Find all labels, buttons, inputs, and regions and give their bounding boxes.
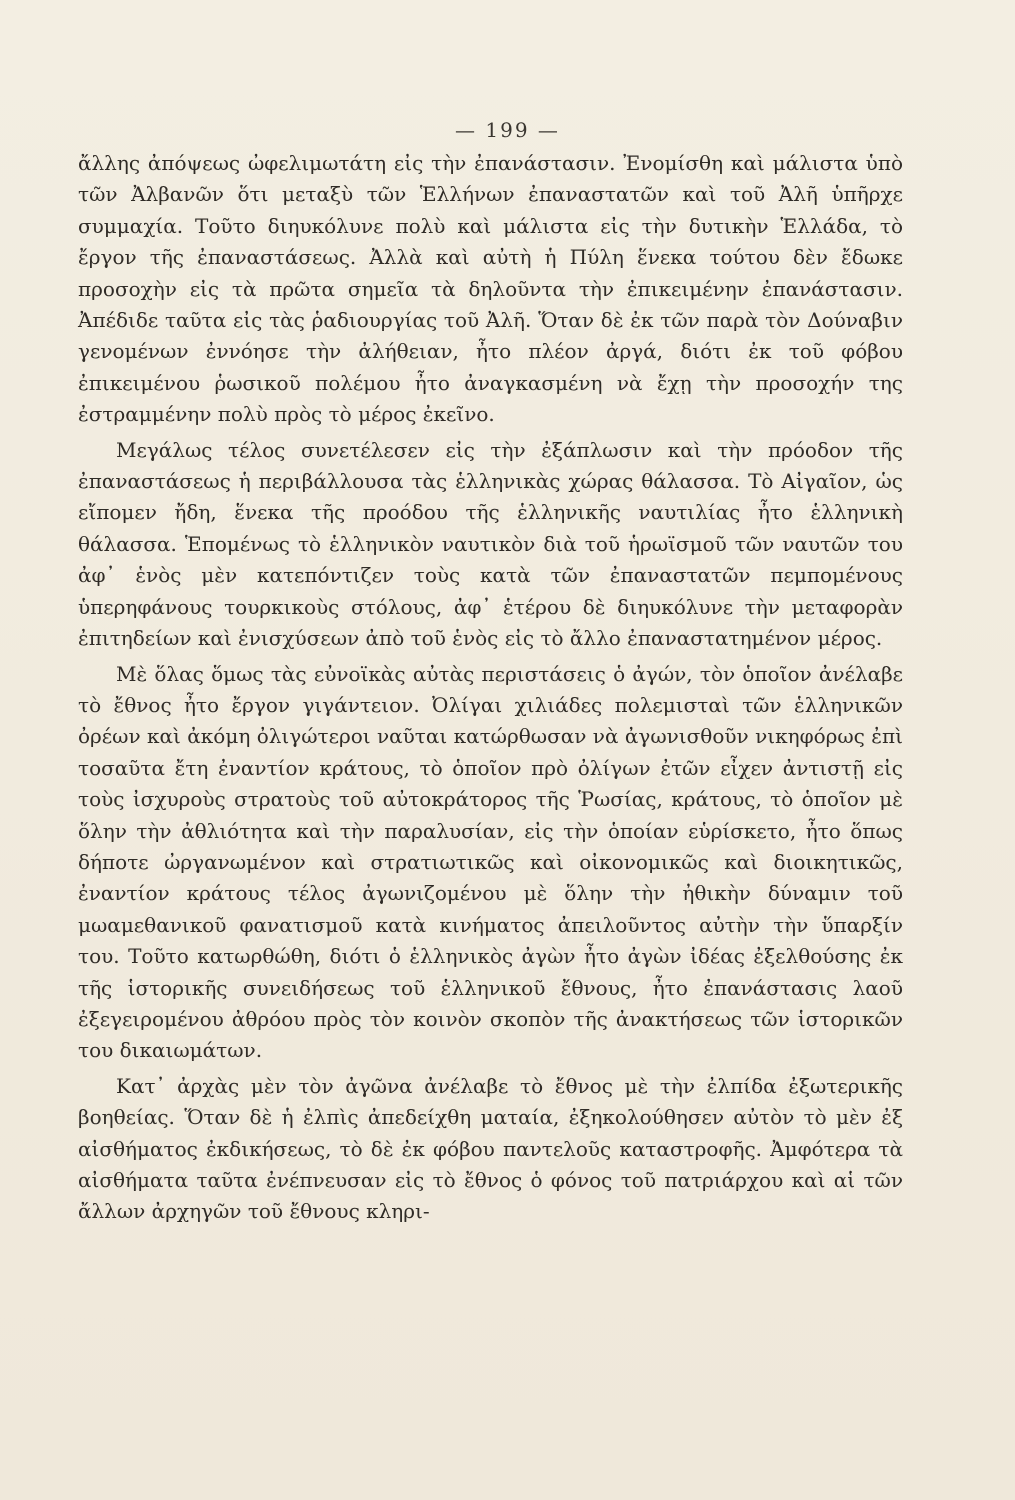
paragraph-4: Κατ᾽ ἀρχὰς μὲν τὸν ἀγῶνα ἀνέλαβε τὸ ἔθνος μὲ τὴν ἐλπίδα ἐξωτερικῆς βοηθείας. Ὅταν δὲ ἡ ἐλπὶς ἀπεδείχθη ματαία, ἐξηκολούθησεν αὐτὸν τὸ μὲν ἐξ αἰσθήματος ἐκδικήσεως, τὸ δὲ ἐκ φόβου παντελοῦς καταστροφῆς. Ἀμφότερα τὰ αἰσθήματα ταῦτα ἐνέπνευσαν εἰς τὸ ἔθνος ὁ φόνος τοῦ πατριάρχου καὶ αἱ τῶν ἄλλων ἀρχηγῶν τοῦ ἔθνους κληρι-: [78, 1073, 903, 1224]
body-text: [78, 148, 903, 1232]
paragraph-2: Μεγάλως τέλος συνετέλεσεν εἰς τὴν ἐξάπλωσιν καὶ τὴν πρόοδον τῆς ἐπαναστάσεως ἡ περιβάλλουσα τὰς ἑλληνικὰς χώρας θάλασσα. Τὸ Αἰγαῖον, ὡς εἴπομεν ἤδη, ἕνεκα τῆς προόδου τῆς ἑλληνικῆς ναυτιλίας ἦτο ἑλληνικὴ θάλασσα. Ἑπομένως τὸ ἑλληνικὸν ναυτικὸν διὰ τοῦ ἡρωϊσμοῦ τῶν ναυτῶν του ἀφ᾽ ἑνὸς μὲν κατεπόντιζεν τοὺς κατὰ τῶν ἐπαναστατῶν πεμπομένους ὑπερηφάνους τουρκικοὺς στόλους, ἀφ᾽ ἑτέρου δὲ διηυκόλυνε τὴν μεταφορὰν ἐπιτηδείων καὶ ἐνισχύσεων ἀπὸ τοῦ ἑνὸς εἰς τὸ ἄλλο ἐπαναστατημένον μέρος.: [78, 437, 903, 651]
paragraph-3: Μὲ ὅλας ὅμως τὰς εὐνοϊκὰς αὐτὰς περιστάσεις ὁ ἀγών, τὸν ὁποῖον ἀνέλαβε τὸ ἔθνος ἦτο ἔργον γιγάντειον. Ὀλίγαι χιλιάδες πολεμισταὶ τῶν ἑλληνικῶν ὀρέων καὶ ἀκόμη ὀλιγώτεροι ναῦται κατώρθωσαν νὰ ἀγωνισθοῦν νικηφόρως ἐπὶ τοσαῦτα ἔτη ἐναντίον κράτους, τὸ ὁποῖον πρὸ ὀλίγων ἐτῶν εἶχεν ἀντιστῇ εἰς τοὺς ἰσχυροὺς στρατοὺς τοῦ αὐτοκράτορος τῆς Ῥωσίας, κράτους, τὸ ὁποῖον μὲ ὅλην τὴν ἀθλιότητα καὶ τὴν παραλυσίαν, εἰς τὴν ὁποίαν εὑρίσκετο, ἦτο ὅπως δήποτε ὠργανωμένον καὶ στρατιωτικῶς καὶ οἰκονομικῶς καὶ διοικητικῶς, ἐναντίον κράτους τέλος ἀγωνιζομένου μὲ ὅλην τὴν ἠθικὴν δύναμιν τοῦ μωαμεθανικοῦ φανατισμοῦ κατὰ κινήματος ἀπειλοῦντος αὐτὴν τὴν ὕπαρξίν του. Τοῦτο κατωρθώθη, διότι ὁ ἑλληνικὸς ἀγὼν ἦτο ἀγὼν ἰδέας ἐξελθούσης ἐκ τῆς ἱστορικῆς συνειδήσεως τοῦ ἑλληνικοῦ ἔθνους, ἦτο ἐπανάστασις λαοῦ ἐξεγειρομένου ἀθρόου πρὸς τὸν κοινὸν σκοπὸν τῆς ἀνακτήσεως τῶν ἱστορικῶν του δικαιωμάτων.: [78, 661, 903, 1063]
page-number: — 199 —: [455, 118, 560, 142]
paragraph-1: ἄλλης ἀπόψεως ὠφελιμωτάτη εἰς τὴν ἐπανάστασιν. Ἐνομίσθη καὶ μάλιστα ὑπὸ τῶν Ἀλβανῶν ὅτι μεταξὺ τῶν Ἑλλήνων ἐπαναστατῶν καὶ τοῦ Ἀλῆ ὑπῆρχε συμμαχία. Τοῦτο διηυκόλυνε πολὺ καὶ μάλιστα εἰς τὴν δυτικὴν Ἑλλάδα, τὸ ἔργον τῆς ἐπαναστάσεως. Ἀλλὰ καὶ αὐτὴ ἡ Πύλη ἕνεκα τούτου δὲν ἔδωκε προσοχὴν εἰς τὰ πρῶτα σημεῖα τὰ δηλοῦντα τὴν ἐπικειμένην ἐπανάστασιν. Ἀπέδιδε ταῦτα εἰς τὰς ῥαδιουργίας τοῦ Ἀλῆ. Ὅταν δὲ ἐκ τῶν παρὰ τὸν Δούναβιν γενομένων ἐννόησε τὴν ἀλήθειαν, ἦτο πλέον ἀργά, διότι ἐκ τοῦ φόβου ἐπικειμένου ῥωσικοῦ πολέμου ἦτο ἀναγκασμένη νὰ ἔχῃ τὴν προσοχήν της ἐστραμμένην πολὺ πρὸς τὸ μέρος ἐκεῖνο.: [78, 151, 903, 427]
